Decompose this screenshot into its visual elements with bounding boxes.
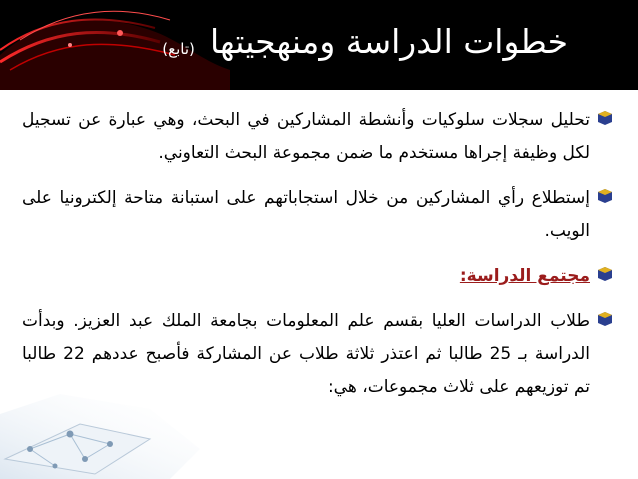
- network-graphic: [0, 354, 230, 479]
- bullet-icon: [596, 110, 614, 126]
- item-text: إستطلاع رأي المشاركين من خلال استجاباتهم على استبانة متاحة إلكترونيا على الويب.: [22, 188, 590, 241]
- bullet-icon: [596, 188, 614, 204]
- list-item: [22, 182, 614, 248]
- section-heading: مجتمع الدراسة:: [459, 266, 590, 286]
- title-text: خطوات الدراسة ومنهجيتها: [210, 22, 568, 61]
- bullet-icon: [596, 266, 614, 282]
- title-note: (تابع): [162, 39, 195, 58]
- list-item: [22, 104, 614, 170]
- header-band: [0, 0, 638, 90]
- item-text: طلاب الدراسات العليا بقسم علم المعلومات بجامعة الملك عبد العزيز. وبدأت الدراسة بـ 25 طالبا ثم اعتذر ثلاثة طلاب عن المشاركة فأصبح عددهم 22 طالبا تم توزيعهم على ثلاث مجموعات، هي:: [22, 311, 590, 397]
- item-text: تحليل سجلات سلوكيات وأنشطة المشاركين في البحث، وهي عبارة عن تسجيل لكل وظيفة إجراها مستخدم ما ضمن مجموعة البحث التعاوني.: [22, 110, 590, 163]
- list-item: [22, 260, 614, 293]
- slide-title: [162, 22, 568, 62]
- bullet-icon: [596, 311, 614, 327]
